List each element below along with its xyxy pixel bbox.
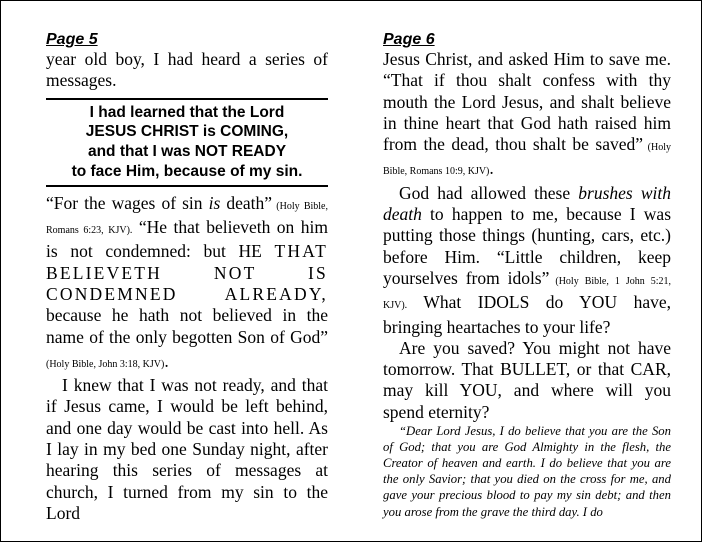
italic-phrase: brushes with death [383, 182, 671, 225]
quote-text: “For the wages of sin [46, 192, 209, 213]
body-text: to happen to me, because I was putting those things (hunting, cars, etc.) before Him. “Little children, keep yourselves from idols” [383, 204, 671, 288]
intro-text: year old boy, I had heard a series of messages. [46, 49, 328, 91]
scripture-reference: (Holy Bible, Romans 6:23, KJV). [46, 200, 328, 237]
scripture-reference: (Holy Bible, John 3:18, KJV) [46, 358, 165, 370]
italic-word: is [208, 192, 221, 213]
period: . [489, 158, 494, 179]
page-body [383, 49, 671, 520]
quote-text: “He that believeth on him is not condemned: but HE [46, 217, 328, 262]
page-body [46, 49, 328, 524]
page-number-header: Page 6 [383, 31, 435, 48]
body-text: What IDOLS do YOU have, bringing heartaches to your life? [383, 292, 671, 337]
callout-line: and that I was NOT READY [87, 143, 287, 161]
callout-line: I had learned that the Lord [89, 103, 285, 121]
quote-text: death” [220, 192, 273, 213]
page-number-header: Page 5 [46, 31, 98, 48]
testimony-paragraph: I knew that I was not ready, and that if Jesus came, I would be left behind, and one day would be cast into hell. As I lay in my bed one Sunday night, after hearing this series of messages at church, I turned from my sin to the Lord [46, 375, 328, 523]
scripture-paragraph [46, 193, 328, 375]
callout-line: JESUS CHRIST is COMING, [85, 123, 289, 141]
body-text: God had allowed these [399, 182, 579, 203]
callout-box [46, 98, 328, 187]
page-6 [383, 31, 671, 520]
callout-line: to face Him, because of my sin. [71, 162, 303, 180]
emphasis-text: THAT BELIEVETH NOT IS CONDEMNED ALREADY, [46, 241, 328, 304]
page-5 [46, 31, 328, 524]
prayer-paragraph: “Dear Lord Jesus, I do believe that you are the Son of God; that you are God Almighty in the flesh, the Creator of heaven and earth. I do believe that you are the only Savior; that you died on the cross for me, and gave your precious blood to pay my sin debt; and then you arose from the grave the third day. I do [383, 424, 671, 519]
period: . [164, 350, 169, 371]
quote-text: Jesus Christ, and asked Him to save me. “That if thou shalt confess with thy mouth the Lord Jesus, and shalt believe in thine heart that God hath raised him from the dead, thou shalt be saved” [383, 49, 671, 155]
idols-paragraph [383, 183, 671, 338]
quote-text: because he hath not believed in the name of the only begotten Son of God” [46, 305, 328, 347]
scripture-reference: (Holy Bible, 1 John 5:21, KJV). [383, 275, 671, 312]
question-paragraph: Are you saved? You might not have tomorrow. That BULLET, or that CAR, may kill YOU, and where will you spend eternity? [383, 337, 671, 422]
scripture-reference: (Holy Bible, Romans 10:9, KJV) [383, 142, 671, 178]
salvation-paragraph [383, 49, 671, 183]
